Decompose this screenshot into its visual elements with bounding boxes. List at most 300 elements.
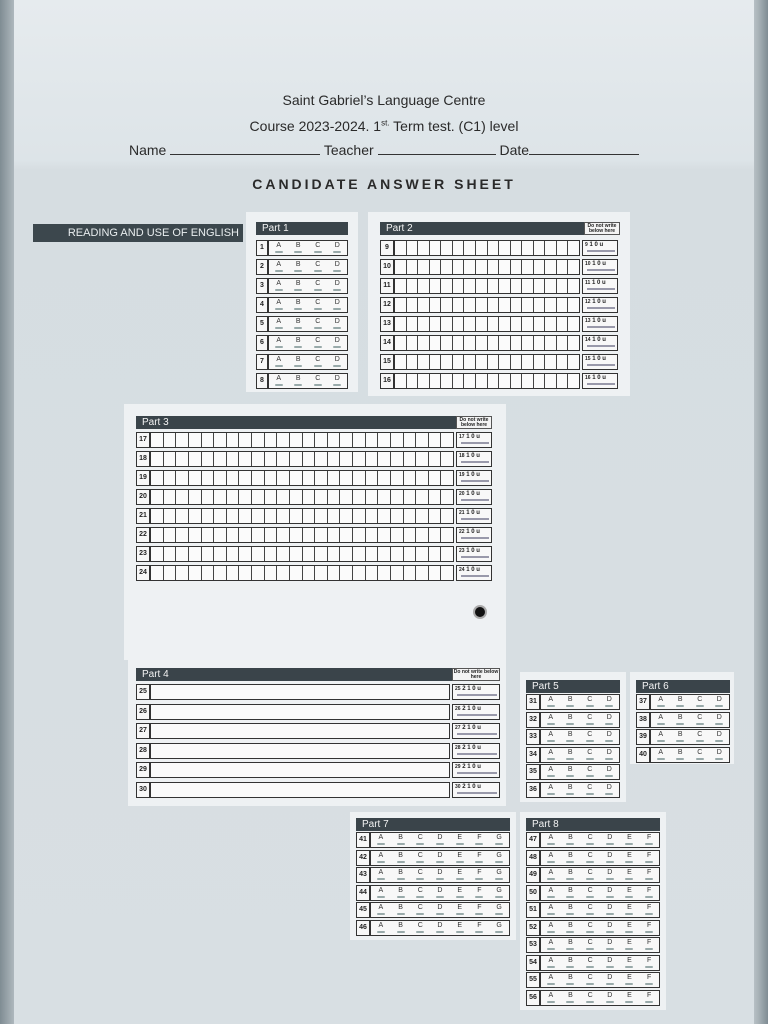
answer-lozenge[interactable] <box>377 861 385 863</box>
answer-lozenge[interactable] <box>294 308 302 310</box>
letter-box[interactable] <box>453 241 465 255</box>
letter-box[interactable] <box>366 528 379 542</box>
option-d-lozenge[interactable] <box>603 938 617 950</box>
letter-box[interactable] <box>453 336 465 350</box>
letter-box[interactable] <box>391 566 404 580</box>
letter-box[interactable] <box>557 336 569 350</box>
answer-options[interactable] <box>370 885 510 901</box>
letter-box[interactable] <box>252 490 265 504</box>
letter-box[interactable] <box>265 433 278 447</box>
letter-box[interactable] <box>568 279 579 293</box>
letter-box[interactable] <box>164 433 177 447</box>
answer-lozenge[interactable] <box>436 861 444 863</box>
option-c-lozenge[interactable] <box>413 868 427 880</box>
letter-box[interactable] <box>418 374 430 388</box>
letter-box[interactable] <box>488 279 500 293</box>
letter-box[interactable] <box>557 355 569 369</box>
answer-lozenge[interactable] <box>547 758 555 760</box>
option-c-lozenge[interactable] <box>583 695 597 707</box>
option-f-lozenge[interactable] <box>472 833 486 845</box>
letter-box[interactable] <box>239 471 252 485</box>
option-f-lozenge[interactable] <box>642 956 656 968</box>
option-a-lozenge[interactable] <box>544 903 558 915</box>
letter-box[interactable] <box>290 566 303 580</box>
answer-lozenge[interactable] <box>436 931 444 933</box>
letter-box[interactable] <box>534 355 546 369</box>
letter-boxes[interactable] <box>394 373 580 389</box>
option-c-lozenge[interactable] <box>583 783 597 795</box>
letter-box[interactable] <box>416 566 429 580</box>
answer-lozenge[interactable] <box>547 740 555 742</box>
letter-box[interactable] <box>407 317 419 331</box>
letter-boxes[interactable] <box>150 546 454 562</box>
letter-box[interactable] <box>395 317 407 331</box>
letter-box[interactable] <box>522 317 534 331</box>
letter-box[interactable] <box>202 528 215 542</box>
letter-box[interactable] <box>176 433 189 447</box>
option-d-lozenge[interactable] <box>603 973 617 985</box>
answer-lozenge[interactable] <box>436 878 444 880</box>
option-b-lozenge[interactable] <box>291 374 305 386</box>
letter-box[interactable] <box>227 433 240 447</box>
answer-lozenge[interactable] <box>676 758 684 760</box>
answer-options[interactable] <box>650 694 730 710</box>
answer-lozenge[interactable] <box>495 931 503 933</box>
letter-box[interactable] <box>353 452 366 466</box>
answer-lozenge[interactable] <box>397 931 405 933</box>
letter-box[interactable] <box>239 547 252 561</box>
letter-box[interactable] <box>315 452 328 466</box>
option-a-lozenge[interactable] <box>374 903 388 915</box>
letter-box[interactable] <box>511 241 523 255</box>
answer-lozenge[interactable] <box>333 384 341 386</box>
answer-lozenge[interactable] <box>566 861 574 863</box>
answer-lozenge[interactable] <box>416 931 424 933</box>
option-b-lozenge[interactable] <box>291 317 305 329</box>
letter-boxes[interactable] <box>150 527 454 543</box>
letter-box[interactable] <box>441 471 453 485</box>
letter-box[interactable] <box>404 452 417 466</box>
answer-options[interactable] <box>540 937 660 953</box>
answer-lozenge[interactable] <box>606 1001 614 1003</box>
letter-box[interactable] <box>464 279 476 293</box>
answer-lozenge[interactable] <box>625 861 633 863</box>
letter-box[interactable] <box>151 547 164 561</box>
option-e-lozenge[interactable] <box>453 886 467 898</box>
option-d-lozenge[interactable] <box>433 833 447 845</box>
option-d-lozenge[interactable] <box>603 956 617 968</box>
answer-lozenge[interactable] <box>377 913 385 915</box>
option-a-lozenge[interactable] <box>374 921 388 933</box>
answer-lozenge[interactable] <box>566 758 574 760</box>
answer-lozenge[interactable] <box>645 913 653 915</box>
option-a-lozenge[interactable] <box>544 765 558 777</box>
letter-box[interactable] <box>378 566 391 580</box>
answer-lozenge[interactable] <box>416 861 424 863</box>
letter-box[interactable] <box>404 547 417 561</box>
answer-lozenge[interactable] <box>547 861 555 863</box>
answer-lozenge[interactable] <box>566 966 574 968</box>
answer-lozenge[interactable] <box>377 931 385 933</box>
letter-box[interactable] <box>227 452 240 466</box>
option-f-lozenge[interactable] <box>472 868 486 880</box>
answer-lozenge[interactable] <box>586 913 594 915</box>
answer-lozenge[interactable] <box>294 365 302 367</box>
letter-box[interactable] <box>441 490 453 504</box>
option-a-lozenge[interactable] <box>272 374 286 386</box>
letter-box[interactable] <box>353 547 366 561</box>
option-d-lozenge[interactable] <box>603 833 617 845</box>
letter-box[interactable] <box>227 528 240 542</box>
option-d-lozenge[interactable] <box>602 765 616 777</box>
option-c-lozenge[interactable] <box>583 833 597 845</box>
letter-box[interactable] <box>441 279 453 293</box>
letter-boxes[interactable] <box>150 451 454 467</box>
letter-box[interactable] <box>488 374 500 388</box>
letter-box[interactable] <box>416 452 429 466</box>
answer-lozenge[interactable] <box>586 793 594 795</box>
option-a-lozenge[interactable] <box>544 713 558 725</box>
letter-box[interactable] <box>407 355 419 369</box>
letter-box[interactable] <box>568 298 579 312</box>
option-c-lozenge[interactable] <box>311 241 325 253</box>
letter-box[interactable] <box>391 490 404 504</box>
letter-box[interactable] <box>176 528 189 542</box>
option-b-lozenge[interactable] <box>673 713 687 725</box>
letter-box[interactable] <box>534 374 546 388</box>
letter-box[interactable] <box>464 241 476 255</box>
letter-box[interactable] <box>395 355 407 369</box>
letter-box[interactable] <box>189 509 202 523</box>
answer-lozenge[interactable] <box>547 931 555 933</box>
answer-options[interactable] <box>540 747 620 763</box>
answer-lozenge[interactable] <box>715 740 723 742</box>
option-d-lozenge[interactable] <box>603 886 617 898</box>
letter-box[interactable] <box>353 490 366 504</box>
letter-boxes[interactable] <box>150 489 454 505</box>
letter-box[interactable] <box>265 452 278 466</box>
letter-box[interactable] <box>353 566 366 580</box>
letter-box[interactable] <box>252 452 265 466</box>
answer-lozenge[interactable] <box>436 913 444 915</box>
letter-box[interactable] <box>522 260 534 274</box>
letter-box[interactable] <box>430 374 442 388</box>
letter-box[interactable] <box>429 433 442 447</box>
letter-box[interactable] <box>290 433 303 447</box>
letter-box[interactable] <box>499 355 511 369</box>
letter-box[interactable] <box>315 471 328 485</box>
letter-boxes[interactable] <box>150 508 454 524</box>
answer-lozenge[interactable] <box>606 948 614 950</box>
answer-lozenge[interactable] <box>333 251 341 253</box>
letter-box[interactable] <box>252 528 265 542</box>
letter-box[interactable] <box>488 317 500 331</box>
option-a-lozenge[interactable] <box>544 783 558 795</box>
answer-lozenge[interactable] <box>456 861 464 863</box>
option-a-lozenge[interactable] <box>374 851 388 863</box>
answer-lozenge[interactable] <box>566 878 574 880</box>
letter-box[interactable] <box>441 355 453 369</box>
answer-lozenge[interactable] <box>333 270 341 272</box>
answer-line-field[interactable] <box>150 743 450 759</box>
letter-box[interactable] <box>252 509 265 523</box>
option-a-lozenge[interactable] <box>544 991 558 1003</box>
letter-box[interactable] <box>568 336 579 350</box>
answer-lozenge[interactable] <box>475 861 483 863</box>
option-b-lozenge[interactable] <box>394 851 408 863</box>
letter-box[interactable] <box>568 260 579 274</box>
letter-box[interactable] <box>488 241 500 255</box>
letter-box[interactable] <box>416 490 429 504</box>
option-b-lozenge[interactable] <box>563 868 577 880</box>
letter-box[interactable] <box>476 298 488 312</box>
letter-box[interactable] <box>418 355 430 369</box>
letter-box[interactable] <box>340 471 353 485</box>
answer-line-field[interactable] <box>150 782 450 798</box>
option-c-lozenge[interactable] <box>583 765 597 777</box>
option-a-lozenge[interactable] <box>272 336 286 348</box>
option-a-lozenge[interactable] <box>544 886 558 898</box>
answer-lozenge[interactable] <box>566 843 574 845</box>
answer-lozenge[interactable] <box>333 308 341 310</box>
answer-options[interactable] <box>268 297 348 313</box>
answer-lozenge[interactable] <box>605 740 613 742</box>
letter-boxes[interactable] <box>394 240 580 256</box>
letter-box[interactable] <box>176 566 189 580</box>
letter-box[interactable] <box>315 490 328 504</box>
letter-box[interactable] <box>277 509 290 523</box>
answer-line-field[interactable] <box>150 684 450 700</box>
option-f-lozenge[interactable] <box>642 833 656 845</box>
letter-box[interactable] <box>391 452 404 466</box>
answer-lozenge[interactable] <box>333 365 341 367</box>
letter-box[interactable] <box>151 566 164 580</box>
letter-box[interactable] <box>227 490 240 504</box>
option-a-lozenge[interactable] <box>374 868 388 880</box>
option-c-lozenge[interactable] <box>413 903 427 915</box>
letter-box[interactable] <box>545 298 557 312</box>
answer-lozenge[interactable] <box>586 1001 594 1003</box>
letter-box[interactable] <box>407 241 419 255</box>
answer-lozenge[interactable] <box>625 966 633 968</box>
answer-options[interactable] <box>540 867 660 883</box>
answer-lozenge[interactable] <box>547 705 555 707</box>
letter-box[interactable] <box>534 317 546 331</box>
letter-boxes[interactable] <box>394 278 580 294</box>
letter-box[interactable] <box>391 433 404 447</box>
letter-box[interactable] <box>290 490 303 504</box>
letter-boxes[interactable] <box>394 354 580 370</box>
answer-lozenge[interactable] <box>606 861 614 863</box>
answer-lozenge[interactable] <box>456 931 464 933</box>
letter-box[interactable] <box>239 490 252 504</box>
letter-box[interactable] <box>453 355 465 369</box>
letter-box[interactable] <box>277 566 290 580</box>
answer-lozenge[interactable] <box>715 758 723 760</box>
letter-box[interactable] <box>568 241 579 255</box>
letter-box[interactable] <box>214 509 227 523</box>
answer-lozenge[interactable] <box>606 983 614 985</box>
option-c-lozenge[interactable] <box>583 903 597 915</box>
option-a-lozenge[interactable] <box>654 730 668 742</box>
letter-box[interactable] <box>534 260 546 274</box>
option-d-lozenge[interactable] <box>330 241 344 253</box>
letter-box[interactable] <box>202 547 215 561</box>
answer-lozenge[interactable] <box>696 705 704 707</box>
letter-box[interactable] <box>176 547 189 561</box>
letter-box[interactable] <box>151 490 164 504</box>
option-d-lozenge[interactable] <box>330 355 344 367</box>
letter-box[interactable] <box>476 279 488 293</box>
letter-box[interactable] <box>239 509 252 523</box>
letter-box[interactable] <box>395 241 407 255</box>
option-a-lozenge[interactable] <box>544 921 558 933</box>
option-d-lozenge[interactable] <box>603 868 617 880</box>
option-c-lozenge[interactable] <box>583 938 597 950</box>
letter-box[interactable] <box>441 452 453 466</box>
answer-lozenge[interactable] <box>333 346 341 348</box>
option-b-lozenge[interactable] <box>673 730 687 742</box>
letter-box[interactable] <box>464 260 476 274</box>
answer-lozenge[interactable] <box>314 327 322 329</box>
letter-box[interactable] <box>252 471 265 485</box>
letter-box[interactable] <box>499 241 511 255</box>
letter-box[interactable] <box>164 528 177 542</box>
option-c-lozenge[interactable] <box>583 868 597 880</box>
option-f-lozenge[interactable] <box>642 868 656 880</box>
answer-lozenge[interactable] <box>377 896 385 898</box>
letter-boxes[interactable] <box>394 316 580 332</box>
letter-box[interactable] <box>290 547 303 561</box>
letter-box[interactable] <box>429 452 442 466</box>
letter-box[interactable] <box>545 260 557 274</box>
letter-box[interactable] <box>214 471 227 485</box>
letter-box[interactable] <box>418 279 430 293</box>
letter-box[interactable] <box>303 528 316 542</box>
answer-lozenge[interactable] <box>625 896 633 898</box>
answer-lozenge[interactable] <box>547 793 555 795</box>
option-e-lozenge[interactable] <box>622 886 636 898</box>
letter-box[interactable] <box>545 279 557 293</box>
letter-boxes[interactable] <box>150 565 454 581</box>
letter-box[interactable] <box>557 260 569 274</box>
letter-box[interactable] <box>522 241 534 255</box>
answer-lozenge[interactable] <box>605 723 613 725</box>
option-b-lozenge[interactable] <box>673 748 687 760</box>
letter-box[interactable] <box>453 298 465 312</box>
answer-lozenge[interactable] <box>397 861 405 863</box>
option-a-lozenge[interactable] <box>374 833 388 845</box>
letter-box[interactable] <box>418 241 430 255</box>
option-e-lozenge[interactable] <box>622 938 636 950</box>
letter-box[interactable] <box>441 566 453 580</box>
letter-box[interactable] <box>340 433 353 447</box>
answer-options[interactable] <box>370 867 510 883</box>
answer-lozenge[interactable] <box>475 931 483 933</box>
letter-box[interactable] <box>476 260 488 274</box>
letter-box[interactable] <box>378 547 391 561</box>
answer-lozenge[interactable] <box>586 966 594 968</box>
answer-lozenge[interactable] <box>456 896 464 898</box>
letter-box[interactable] <box>378 433 391 447</box>
option-d-lozenge[interactable] <box>330 336 344 348</box>
answer-options[interactable] <box>650 729 730 745</box>
answer-lozenge[interactable] <box>586 896 594 898</box>
answer-lozenge[interactable] <box>645 983 653 985</box>
letter-box[interactable] <box>176 490 189 504</box>
letter-box[interactable] <box>391 528 404 542</box>
letter-box[interactable] <box>340 452 353 466</box>
answer-lozenge[interactable] <box>547 966 555 968</box>
letter-box[interactable] <box>522 298 534 312</box>
letter-box[interactable] <box>545 317 557 331</box>
answer-lozenge[interactable] <box>456 843 464 845</box>
answer-lozenge[interactable] <box>696 723 704 725</box>
option-d-lozenge[interactable] <box>433 851 447 863</box>
letter-box[interactable] <box>189 528 202 542</box>
letter-box[interactable] <box>499 336 511 350</box>
option-a-lozenge[interactable] <box>544 695 558 707</box>
option-f-lozenge[interactable] <box>642 973 656 985</box>
answer-options[interactable] <box>268 373 348 389</box>
letter-box[interactable] <box>189 547 202 561</box>
answer-lozenge[interactable] <box>566 931 574 933</box>
letter-box[interactable] <box>151 528 164 542</box>
letter-box[interactable] <box>366 471 379 485</box>
letter-box[interactable] <box>353 528 366 542</box>
letter-box[interactable] <box>239 528 252 542</box>
option-c-lozenge[interactable] <box>311 298 325 310</box>
answer-lozenge[interactable] <box>715 723 723 725</box>
answer-lozenge[interactable] <box>645 861 653 863</box>
option-d-lozenge[interactable] <box>603 921 617 933</box>
option-a-lozenge[interactable] <box>544 868 558 880</box>
letter-box[interactable] <box>378 452 391 466</box>
letter-box[interactable] <box>353 471 366 485</box>
answer-lozenge[interactable] <box>475 913 483 915</box>
letter-box[interactable] <box>290 471 303 485</box>
option-a-lozenge[interactable] <box>272 279 286 291</box>
letter-box[interactable] <box>202 433 215 447</box>
date-field[interactable] <box>529 142 639 155</box>
name-field[interactable] <box>170 142 320 155</box>
answer-lozenge[interactable] <box>657 758 665 760</box>
letter-box[interactable] <box>164 509 177 523</box>
answer-lozenge[interactable] <box>625 843 633 845</box>
letter-box[interactable] <box>202 490 215 504</box>
letter-box[interactable] <box>404 490 417 504</box>
letter-box[interactable] <box>395 336 407 350</box>
letter-box[interactable] <box>239 566 252 580</box>
option-b-lozenge[interactable] <box>394 903 408 915</box>
letter-box[interactable] <box>522 279 534 293</box>
answer-lozenge[interactable] <box>294 270 302 272</box>
answer-options[interactable] <box>268 240 348 256</box>
answer-options[interactable] <box>268 316 348 332</box>
option-c-lozenge[interactable] <box>583 991 597 1003</box>
option-d-lozenge[interactable] <box>602 730 616 742</box>
option-c-lozenge[interactable] <box>693 748 707 760</box>
letter-box[interactable] <box>378 490 391 504</box>
option-b-lozenge[interactable] <box>563 783 577 795</box>
option-e-lozenge[interactable] <box>622 851 636 863</box>
letter-box[interactable] <box>568 355 579 369</box>
answer-lozenge[interactable] <box>275 346 283 348</box>
option-a-lozenge[interactable] <box>544 956 558 968</box>
letter-box[interactable] <box>265 471 278 485</box>
answer-lozenge[interactable] <box>696 740 704 742</box>
letter-box[interactable] <box>404 509 417 523</box>
